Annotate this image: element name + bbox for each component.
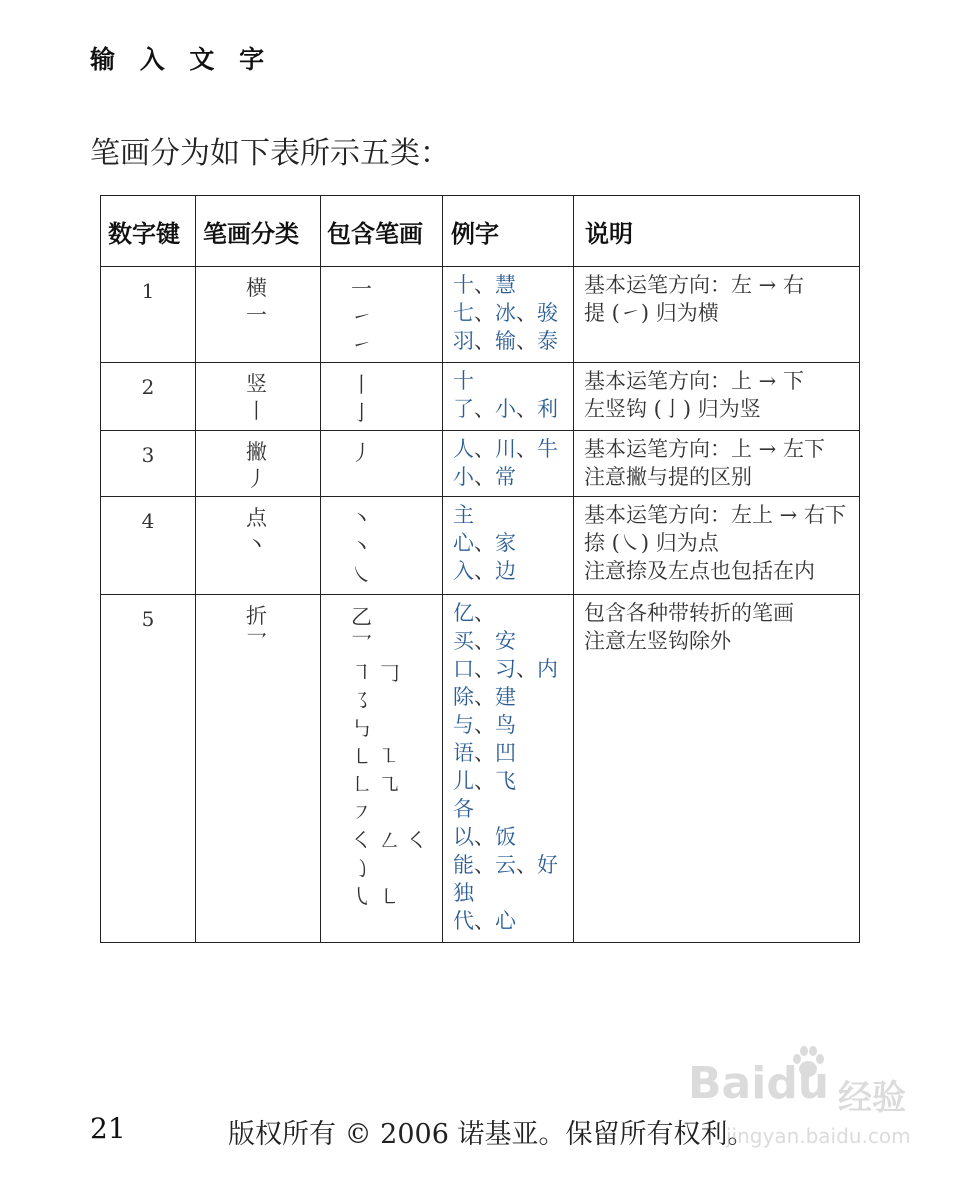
watermark-jingyan: 经验 (838, 1078, 906, 1118)
example-line (453, 299, 573, 327)
category-stroke: 丶 (246, 533, 267, 557)
number-key-cell: 4 (101, 497, 196, 595)
example-line (453, 823, 573, 851)
header-included-strokes: 包含笔画 (321, 196, 443, 267)
stroke-glyph: 丶 (351, 507, 372, 531)
category-name: 折 (246, 604, 267, 628)
stroke-category-cell (196, 595, 321, 943)
table-row (101, 363, 860, 431)
example-character: 常 (495, 465, 516, 489)
stroke-glyph: ㇛ ㇜ ㇛ (351, 829, 428, 853)
example-line (453, 367, 573, 395)
watermark-logo: Baidu (688, 1058, 830, 1109)
example-character: 能 (453, 853, 474, 877)
table-header-row (101, 196, 860, 267)
example-character: 习 (495, 657, 516, 681)
stroke-glyph: ㇁ (351, 857, 372, 881)
stroke-glyph: 丨 (351, 373, 372, 397)
included-strokes-cell (321, 595, 443, 943)
intro-text: 笔画分为如下表所示五类： (90, 136, 450, 171)
description-line: 注意撇与提的区别 (584, 465, 752, 489)
separator: 、 (474, 465, 495, 489)
description-line: 基本运笔方向：左 → 右 (584, 273, 804, 297)
example-line (453, 271, 573, 299)
stroke-glyph: ㇀ (351, 305, 372, 329)
description-line: 基本运笔方向：上 → 下 (584, 369, 804, 393)
category-name: 撇 (246, 440, 267, 464)
description-cell (574, 431, 860, 497)
example-character: 小 (453, 465, 474, 489)
included-strokes-cell (321, 431, 443, 497)
separator: 、 (516, 853, 537, 877)
separator: 、 (516, 301, 537, 325)
example-character: 买 (453, 629, 474, 653)
description-cell (574, 363, 860, 431)
separator: 、 (516, 397, 537, 421)
example-character: 慧 (495, 273, 516, 297)
example-line (453, 683, 573, 711)
example-line (453, 627, 573, 655)
separator: 、 (474, 713, 495, 737)
example-line (453, 501, 573, 529)
category-name: 点 (246, 506, 267, 530)
stroke-glyph: ㇇ (351, 801, 372, 825)
separator: 、 (474, 909, 495, 933)
example-character: 边 (495, 559, 516, 583)
separator: 、 (516, 437, 537, 461)
example-characters-cell (443, 431, 574, 497)
category-name: 竖 (246, 372, 267, 396)
example-character: 除 (453, 685, 474, 709)
stroke-glyph: ㇗ ㇈ (351, 773, 400, 797)
stroke-glyph: ㇉ (351, 717, 372, 741)
table-row (101, 267, 860, 363)
example-line (453, 851, 573, 879)
stroke-category-cell (196, 497, 321, 595)
example-character: 与 (453, 713, 474, 737)
baidu-watermark (688, 1042, 928, 1152)
example-character: 代 (453, 909, 474, 933)
example-character: 饭 (495, 825, 516, 849)
stroke-glyph: 乙 (351, 605, 372, 629)
example-character: 人 (453, 437, 474, 461)
example-line (453, 655, 573, 683)
stroke-glyph: 一 (351, 277, 372, 301)
example-line (453, 739, 573, 767)
example-character: 十 (453, 273, 474, 297)
example-characters-cell (443, 267, 574, 363)
example-character: 羽 (453, 329, 474, 353)
example-line (453, 599, 573, 627)
example-character: 各 (453, 797, 474, 821)
example-line (453, 529, 573, 557)
category-stroke: 乛 (246, 631, 267, 655)
example-character: 口 (453, 657, 474, 681)
example-character: 儿 (453, 769, 474, 793)
example-character: 安 (495, 629, 516, 653)
example-character: 独 (453, 881, 474, 905)
stroke-glyph: ㇕ 𠃌 (351, 661, 400, 685)
description-line: 注意捺及左点也包括在内 (584, 559, 815, 583)
separator: 、 (474, 531, 495, 555)
stroke-glyph: 丶 (351, 535, 372, 559)
table-row (101, 431, 860, 497)
example-line (453, 767, 573, 795)
description-cell (574, 267, 860, 363)
description-cell (574, 595, 860, 943)
example-character: 内 (537, 657, 558, 681)
description-line: 捺 (㇏) 归为点 (584, 531, 719, 555)
example-character: 冰 (495, 301, 516, 325)
separator: 、 (474, 437, 495, 461)
example-line (453, 463, 573, 491)
description-line: 基本运笔方向：上 → 左下 (584, 437, 825, 461)
stroke-glyph: 丿 (351, 441, 372, 465)
table-row (101, 497, 860, 595)
example-character: 凹 (495, 741, 516, 765)
example-character: 飞 (495, 769, 516, 793)
example-character: 心 (495, 909, 516, 933)
separator: 、 (516, 657, 537, 681)
stroke-glyph: ㇌ (351, 689, 372, 713)
stroke-table (100, 195, 860, 943)
separator: 、 (474, 629, 495, 653)
example-character: 十 (453, 369, 474, 393)
page-number: 21 (90, 1112, 126, 1145)
number-key-cell: 3 (101, 431, 196, 497)
separator: 、 (474, 769, 495, 793)
number-key-cell: 2 (101, 363, 196, 431)
example-character: 云 (495, 853, 516, 877)
stroke-category-cell (196, 363, 321, 431)
category-name: 横 (246, 276, 267, 300)
description-line: 包含各种带转折的笔画 (584, 601, 794, 625)
example-characters-cell (443, 497, 574, 595)
description-cell (574, 497, 860, 595)
separator: 、 (474, 853, 495, 877)
description-line: 注意左竖钩除外 (584, 629, 731, 653)
example-line (453, 711, 573, 739)
header-stroke-category: 笔画分类 (196, 196, 321, 267)
description-line: 提 (㇀) 归为横 (584, 301, 719, 325)
example-character: 心 (453, 531, 474, 555)
header-description: 说明 (574, 196, 860, 267)
example-characters-cell (443, 363, 574, 431)
example-character: 输 (495, 329, 516, 353)
number-key-cell: 1 (101, 267, 196, 363)
example-character: 语 (453, 741, 474, 765)
included-strokes-cell (321, 267, 443, 363)
stroke-glyph: ㇄ ㇅ (351, 745, 400, 769)
separator: 、 (474, 397, 495, 421)
example-line (453, 557, 573, 585)
separator: 、 (474, 741, 495, 765)
separator: 、 (474, 273, 495, 297)
included-strokes-cell (321, 363, 443, 431)
example-character: 建 (495, 685, 516, 709)
separator: 、 (474, 559, 495, 583)
stroke-glyph: ㇂ ㇄ (351, 885, 400, 909)
paw-icon (788, 1042, 828, 1082)
example-line (453, 795, 573, 823)
number-key-cell: 5 (101, 595, 196, 943)
example-character: 入 (453, 559, 474, 583)
included-strokes-cell (321, 497, 443, 595)
example-line (453, 395, 573, 423)
category-stroke: 丿 (246, 467, 267, 491)
example-character: 小 (495, 397, 516, 421)
description-line: 左竖钩 (亅) 归为竖 (584, 397, 761, 421)
table-row (101, 595, 860, 943)
header-number-key: 数字键 (101, 196, 196, 267)
example-character: 七 (453, 301, 474, 325)
stroke-glyph: ㇏ (351, 563, 372, 587)
example-character: 亿 (453, 601, 474, 625)
header-example-characters: 例字 (443, 196, 574, 267)
example-characters-cell (443, 595, 574, 943)
stroke-category-cell (196, 431, 321, 497)
example-character: 以 (453, 825, 474, 849)
separator: 、 (474, 329, 495, 353)
example-line (453, 327, 573, 355)
description-line: 基本运笔方向：左上 → 右下 (584, 503, 846, 527)
watermark-url: jingyan.baidu.com (726, 1124, 911, 1148)
example-character: 好 (537, 853, 558, 877)
separator: 、 (474, 685, 495, 709)
copyright-notice: 版权所有 © 2006 诺基亚。保留所有权利。 (228, 1119, 755, 1150)
example-character: 了 (453, 397, 474, 421)
section-header: 输 入 文 字 (90, 45, 273, 74)
example-character: 骏 (537, 301, 558, 325)
example-character: 利 (537, 397, 558, 421)
separator: 、 (474, 825, 495, 849)
separator: 、 (516, 329, 537, 353)
example-character: 牛 (537, 437, 558, 461)
example-line (453, 907, 573, 935)
example-character: 主 (453, 503, 474, 527)
separator: 、 (474, 301, 495, 325)
separator: 、 (474, 657, 495, 681)
example-line (453, 879, 573, 907)
stroke-glyph: 亅 (351, 401, 372, 425)
category-stroke: 丨 (246, 399, 267, 423)
example-character: 鸟 (495, 713, 516, 737)
example-character: 川 (495, 437, 516, 461)
stroke-glyph: 乛 (351, 633, 372, 657)
example-line (453, 435, 573, 463)
example-character: 家 (495, 531, 516, 555)
category-stroke: 一 (246, 303, 267, 327)
example-character: 泰 (537, 329, 558, 353)
stroke-glyph: ㇀ (351, 333, 372, 357)
stroke-category-cell (196, 267, 321, 363)
separator: 、 (474, 601, 495, 625)
